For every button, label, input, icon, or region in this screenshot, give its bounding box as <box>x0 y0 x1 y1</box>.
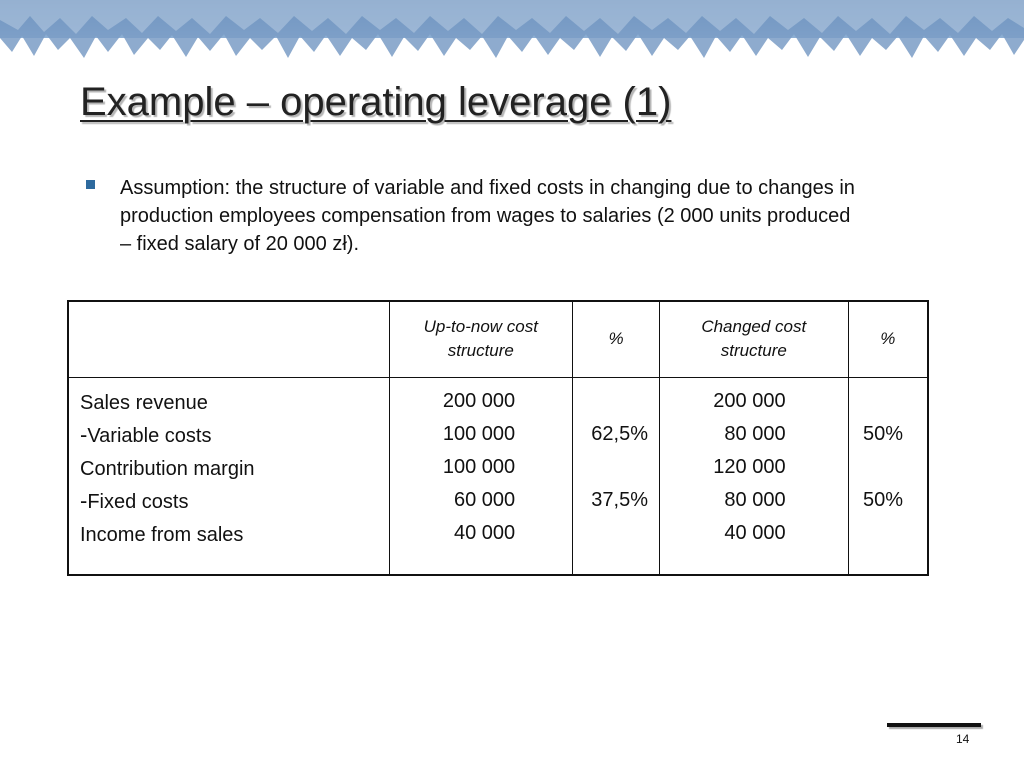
assumption-bullet <box>86 174 866 258</box>
changed-value: 40 000 <box>724 521 786 544</box>
changed-percent-cell <box>848 377 928 575</box>
slide-title: Example – operating leverage (1) <box>80 80 672 124</box>
row-label: Contribution margin <box>80 457 255 480</box>
up-to-now-percent <box>573 385 648 418</box>
row-label: Income from sales <box>80 523 244 546</box>
footer-rule <box>887 723 981 727</box>
changed-value: 200 000 <box>713 389 786 412</box>
up-to-now-percent <box>573 451 648 484</box>
up-to-now-percent: 37,5% <box>591 488 648 511</box>
up-to-now-value: 60 000 <box>453 488 516 511</box>
header-up-to-now: Up-to-now cost structure <box>389 301 573 377</box>
changed-percent <box>849 385 903 418</box>
up-to-now-value: 100 000 <box>442 422 516 445</box>
square-bullet-icon <box>86 180 95 189</box>
up-to-now-percent-cell <box>573 377 660 575</box>
changed-percent: 50% <box>862 422 903 445</box>
row-label: Sales revenue <box>80 391 208 414</box>
labels-cell <box>68 377 389 575</box>
changed-value: 80 000 <box>724 422 786 445</box>
changed-value: 80 000 <box>724 488 786 511</box>
up-to-now-value: 200 000 <box>442 389 516 412</box>
changed-percent <box>849 517 903 550</box>
header-percent-2: % <box>848 301 928 377</box>
up-to-now-percent: 62,5% <box>591 422 648 445</box>
up-to-now-value: 40 000 <box>453 521 516 544</box>
changed-percent <box>849 451 903 484</box>
up-to-now-value: 100 000 <box>442 455 516 478</box>
assumption-text: Assumption: the structure of variable and fixed costs in changing due to changes in production employees compensation from wages to salaries (2 000 units produced – fixed salary of 20 000 zł). <box>120 177 855 255</box>
up-to-now-percent <box>573 517 648 550</box>
top-decorative-band <box>0 0 1024 62</box>
header-empty <box>68 301 389 377</box>
header-changed: Changed cost structure <box>659 301 848 377</box>
changed-percent: 50% <box>862 488 903 511</box>
up-to-now-values-cell <box>389 377 573 575</box>
changed-values-cell <box>659 377 848 575</box>
header-percent-1: % <box>573 301 660 377</box>
table-header-row <box>68 301 928 377</box>
table-body-row <box>68 377 928 575</box>
changed-value: 120 000 <box>713 455 786 478</box>
cost-structure-table <box>67 300 929 576</box>
row-label: -Variable costs <box>80 421 212 447</box>
page-number: 14 <box>956 732 970 746</box>
row-label: -Fixed costs <box>80 487 189 513</box>
